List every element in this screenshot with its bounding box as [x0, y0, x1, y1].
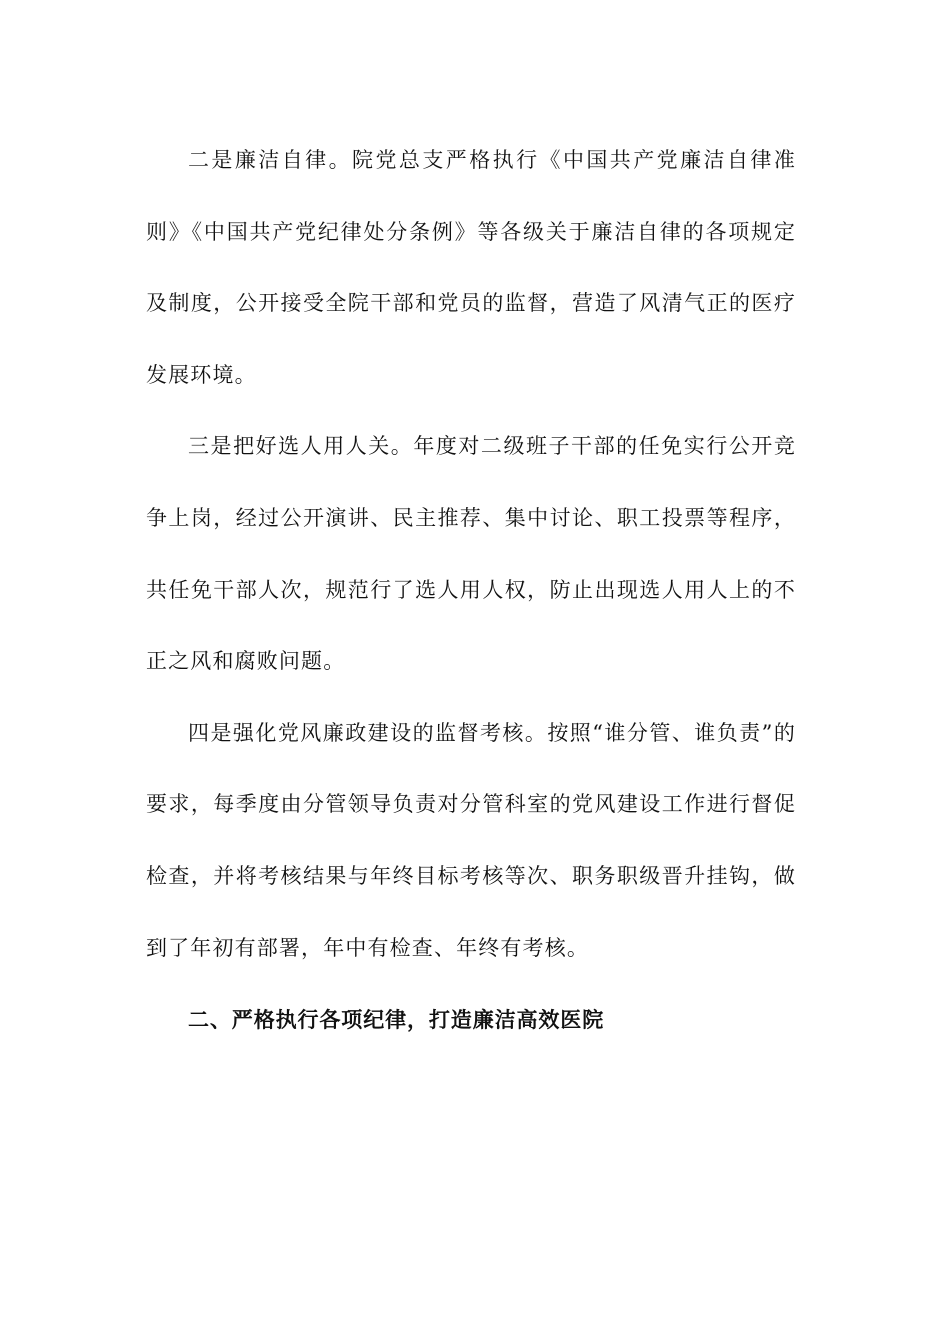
paragraph-supervision: 四是强化党风廉政建设的监督考核。按照“谁分管、谁负责”的要求，每季度由分管领导负责对分管科室的党风建设工作进行督促检查，并将考核结果与年终目标考核等次、职务职级晋升挂钩，做到了年初有部署，年中有检查、年终有考核。: [146, 720, 796, 960]
paragraph-personnel-selection: 三是把好选人用人关。年度对二级班子干部的任免实行公开竞争上岗，经过公开演讲、民主推荐、集中讨论、职工投票等程序，共任免干部人次，规范行了选人用人权，防止出现选人用人上的不正之风和腐败问题。: [146, 434, 796, 674]
paragraph-integrity: 二是廉洁自律。院党总支严格执行《中国共产党廉洁自律准则》《中国共产党纪律处分条例》等各级关于廉洁自律的各项规定及制度，公开接受全院干部和党员的监督，营造了风清气正的医疗发展环境。: [146, 148, 796, 387]
document-body: [146, 125, 796, 1056]
section-heading: 二、严格执行各项纪律，打造廉洁高效医院: [188, 1007, 605, 1033]
